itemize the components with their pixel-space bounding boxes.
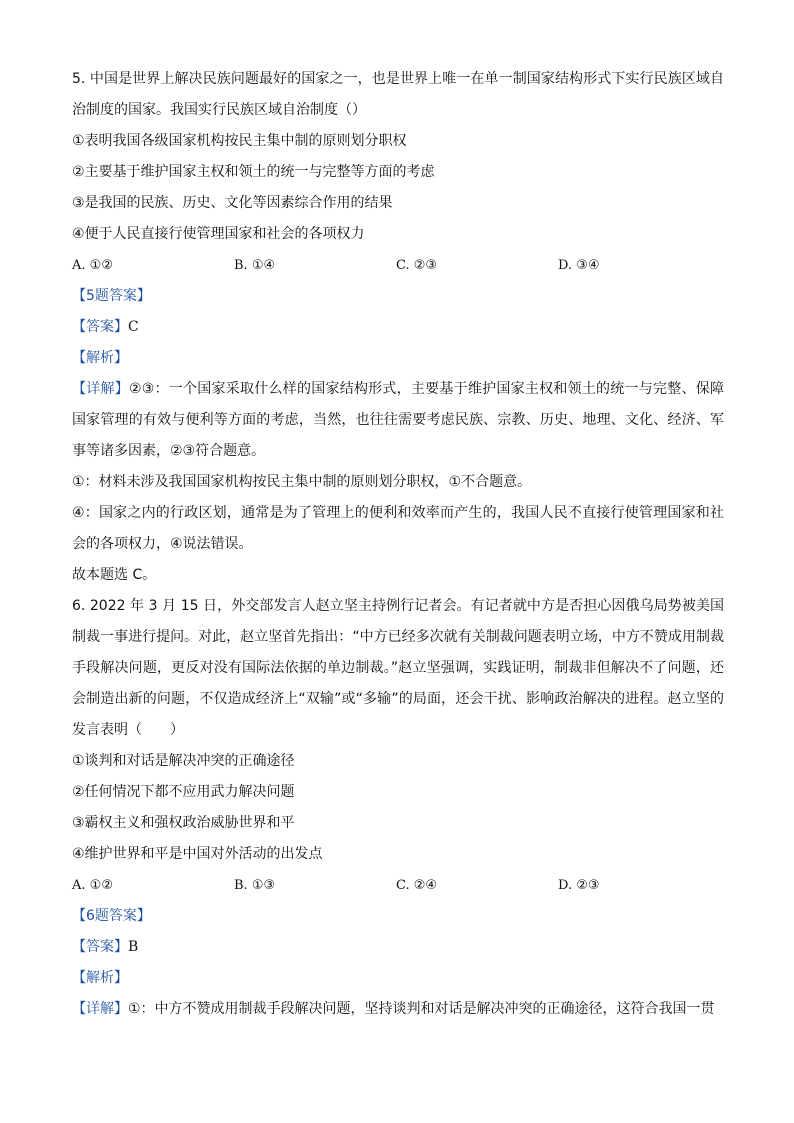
q6-answer-header: 【6题答案】 [72,908,151,924]
document-page [72,64,724,1025]
q5-option-d: D. ③④ [558,258,600,273]
q6-analysis-label: 【解析】 [72,970,128,986]
q5-answer-label: 【答案】 [72,319,128,335]
q5-option-b: B. ①④ [234,258,276,273]
q5-stem: 5. 中国是世界上解决民族问题最好的国家之一，也是世界上唯一在单一制国家结构形式下实行民族区域自治制度的国家。我国实行民族区域自治制度（） [72,71,724,118]
q5-item-4: ④便于人民直接行使管理国家和社会的各项权力 [72,226,365,242]
q6-item-3: ③霸权主义和强权政治威胁世界和平 [72,815,295,831]
q6-item-1: ①谈判和对话是解决冲突的正确途径 [72,753,295,769]
q5-conclusion: 故本题选 C。 [72,567,157,583]
q5-answer-value: C [128,319,139,335]
q5-answer [72,312,724,343]
q5-item-1: ①表明我国各级国家机构按民主集中制的原则划分职权 [72,133,407,149]
q5-detail-label: 【详解】 [72,381,129,397]
q6-item-2: ②任何情况下都不应用武力解决问题 [72,784,295,800]
q6-answer-label: 【答案】 [72,939,128,955]
q6-answer-value: B [128,939,139,955]
q5-options [72,250,724,281]
q5-analysis-label: 【解析】 [72,350,128,366]
q6-detail-label: 【详解】 [72,1001,128,1017]
q6-detail [72,994,724,1025]
q5-item-2: ②主要基于维护国家主权和领土的统一与完整等方面的考虑 [72,164,435,180]
q5-note-2: ④：国家之内的行政区划，通常是为了管理上的便利和效率而产生的，我国人民不直接行使管理国家和社会的各项权力，④说法错误。 [72,505,724,552]
q5-detail [72,374,724,467]
q6-options [72,870,724,901]
q6-answer [72,932,724,963]
q6-stem: 6. 2022 年 3 月 15 日，外交部发言人赵立坚主持例行记者会。有记者就中方是否担心因俄乌局势被美国制裁一事进行提问。对此，赵立坚首先指出：“中方已经多次就有关制裁问题表明立场，中方不赞成用制裁手段解决问题，更反对没有国际法依据的单边制裁。”赵立坚强调，实践证明，制裁非但解决不了问题，还会制造出新的问题，不仅造成经济上“双输”或“多输”的局面，还会干扰、影响政治解决的进程。赵立坚的发言表明（ ） [72,598,724,738]
q5-note-1: ①：材料未涉及我国国家机构按民主集中制的原则划分职权，①不合题意。 [72,474,532,490]
q5-option-c: C. ②③ [396,258,438,273]
q5-answer-header: 【5题答案】 [72,288,151,304]
q5-detail-text: ②③：一个国家采取什么样的国家结构形式，主要基于维护国家主权和领土的统一与完整、保障国家管理的有效与便利等方面的考虑，当然，也往往需要考虑民族、宗教、历史、地理、文化、经济、军事等诸多因素，②③符合题意。 [72,381,724,459]
q6-option-d: D. ②③ [558,878,600,893]
q6-option-b: B. ①③ [234,878,276,893]
q6-item-4: ④维护世界和平是中国对外活动的出发点 [72,846,323,862]
q6-option-c: C. ②④ [396,878,438,893]
q6-detail-text: ①：中方不赞成用制裁手段解决问题，坚持谈判和对话是解决冲突的正确途径，这符合我国一贯 [128,1001,715,1017]
q5-option-a: A. ①② [72,258,113,273]
q5-item-3: ③是我国的民族、历史、文化等因素综合作用的结果 [72,195,393,211]
q6-option-a: A. ①② [72,878,113,893]
